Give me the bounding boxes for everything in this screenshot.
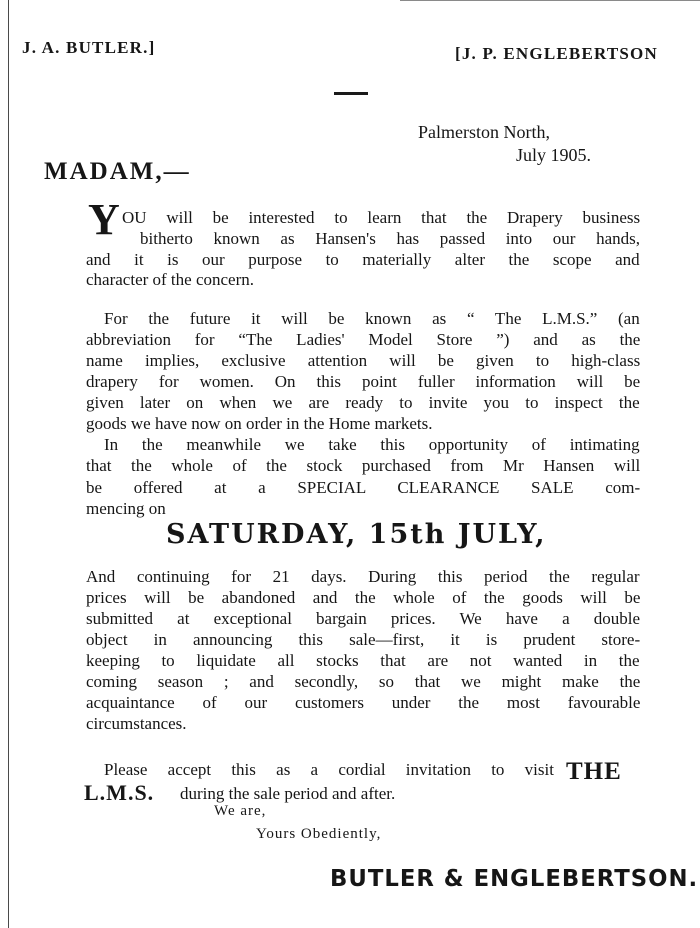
sale-date-heading: SATURDAY, 15th JULY, <box>166 519 547 550</box>
we-are-line: We are, <box>214 803 267 819</box>
para4-line2: prices will be abandoned and the whole of the goods will be <box>86 588 641 607</box>
closing-invite-line: Please accept this as a cordial invitation to visit <box>104 760 554 779</box>
top-rule <box>400 0 700 1</box>
para2-line4: drapery for women. On this point fuller information will be <box>86 372 641 391</box>
drop-cap: Y <box>88 195 120 244</box>
para1-line2: bitherto known as Hansen's has passed into our hands, <box>140 229 640 248</box>
closing-rest: during the sale period and after. <box>180 784 396 803</box>
center-rule <box>334 92 368 95</box>
para4-line5: keeping to liquidate all stocks that are not wanted in the <box>86 651 640 670</box>
para1-line3: and it is our purpose to materially alter the scope and <box>86 250 640 269</box>
para3-line1: In the meanwhile we take this opportunity of intimating <box>104 435 640 454</box>
para1-line4: character of the concern. <box>86 270 254 289</box>
place-line: Palmerston North, <box>418 122 550 142</box>
para3-line2: that the whole of the stock purchased from Mr Hansen will <box>86 456 641 475</box>
left-edge-rule <box>8 0 9 928</box>
yours-line: Yours Obediently, <box>256 826 382 842</box>
para2-line6: goods we have now on order in the Home markets. <box>86 414 433 433</box>
closing-lms: L.M.S. <box>84 780 155 805</box>
header-left-name: J. A. BUTLER.] <box>22 38 156 57</box>
para3-line4: mencing on <box>86 499 166 518</box>
para2-line3: name implies, exclusive attention will be given to high-class <box>86 351 641 370</box>
salutation: MADAM,— <box>44 158 191 185</box>
header-right-name: [J. P. ENGLEBERTSON <box>455 44 658 63</box>
para4-line8: circumstances. <box>86 714 187 733</box>
para2-line5: given later on when we are ready to invite you to inspect the <box>86 393 640 412</box>
para4-line3: submitted at exceptional bargain prices. We have a double <box>86 609 641 628</box>
para2-line2: abbreviation for “The Ladies' Model Store ”) and as the <box>86 330 641 349</box>
para4-line6: coming season ; and secondly, so that we might make the <box>86 672 641 691</box>
para4-line4: object in announcing this sale—first, it is prudent store- <box>86 630 641 649</box>
date-line: July 1905. <box>516 145 592 165</box>
para3-line3: be offered at a SPECIAL CLEARANCE SALE com- <box>86 478 641 497</box>
signature: BUTLER & ENGLEBERTSON. <box>330 866 699 892</box>
para4-line7: acquaintance of our customers under the most favourable <box>86 693 641 712</box>
para2-line1: For the future it will be known as “ The L.M.S.” (an <box>104 309 640 328</box>
para4-line1: And continuing for 21 days. During this period the regular <box>86 567 640 586</box>
para1-line1: OU will be interested to learn that the Drapery business <box>122 208 641 227</box>
closing-the-word: THE <box>566 758 622 785</box>
